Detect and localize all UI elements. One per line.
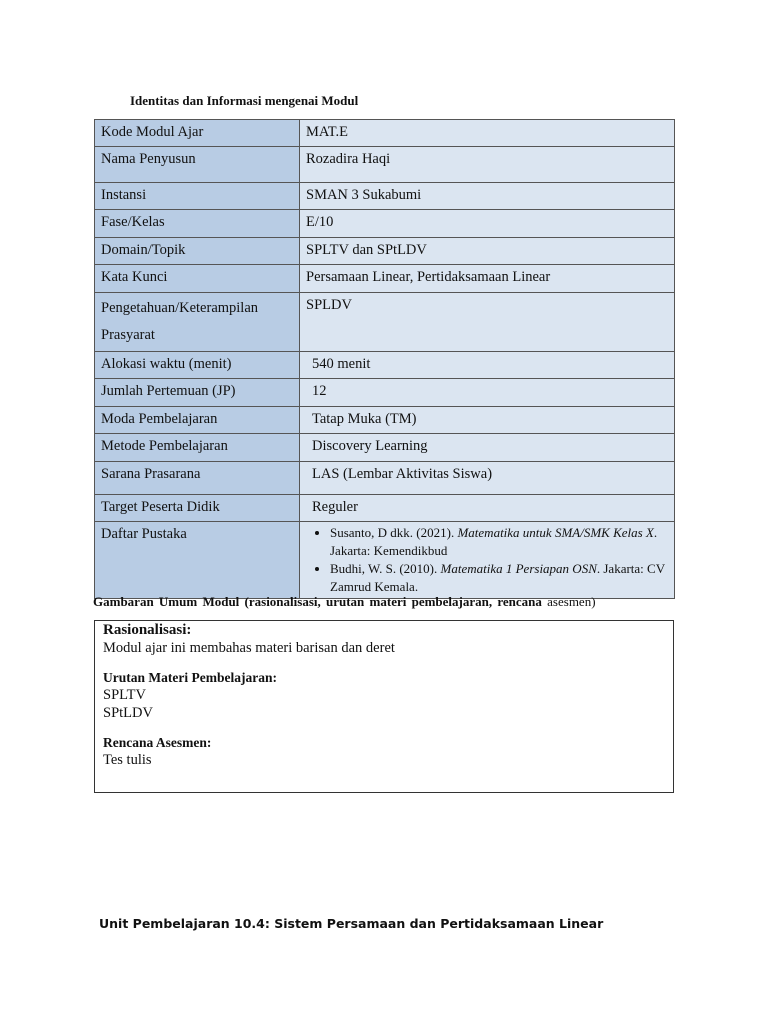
table-row bbox=[95, 352, 675, 379]
order-item: SPLTV bbox=[103, 687, 146, 703]
row-value: SPLTV dan SPtLDV bbox=[300, 238, 675, 265]
row-label: Daftar Pustaka bbox=[95, 522, 300, 599]
row-label: Pengetahuan/Keterampilan Prasyarat bbox=[95, 293, 300, 352]
row-label: Nama Penyusun bbox=[95, 147, 300, 183]
rationale-title: Rasionalisasi: bbox=[103, 622, 192, 638]
row-label: Alokasi waktu (menit) bbox=[95, 352, 300, 379]
table-row bbox=[95, 462, 675, 495]
row-label: Moda Pembelajaran bbox=[95, 407, 300, 434]
table-row bbox=[95, 265, 675, 293]
row-value: 540 menit bbox=[300, 352, 675, 379]
table-row bbox=[95, 210, 675, 238]
order-title: Urutan Materi Pembelajaran: bbox=[103, 670, 277, 685]
row-value: Persamaan Linear, Pertidaksamaan Linear bbox=[300, 265, 675, 293]
module-info-heading: Identitas dan Informasi mengenai Modul bbox=[130, 93, 359, 108]
row-value: SPLDV bbox=[300, 293, 675, 352]
table-row bbox=[95, 238, 675, 265]
table-row bbox=[95, 147, 675, 183]
reference-list bbox=[306, 524, 668, 596]
row-label: Kode Modul Ajar bbox=[95, 120, 300, 147]
row-value: MAT.E bbox=[300, 120, 675, 147]
table-row bbox=[95, 293, 675, 352]
rationale-text: Modul ajar ini membahas materi barisan dan deret bbox=[103, 640, 395, 656]
overview-heading: Gambaran Umum Modul (rasionalisasi, urutan materi pembelajaran, rencana asesmen) bbox=[93, 594, 596, 609]
table-row bbox=[95, 434, 675, 462]
row-value: Discovery Learning bbox=[300, 434, 675, 462]
row-label: Sarana Prasarana bbox=[95, 462, 300, 495]
table-row bbox=[95, 120, 675, 147]
table-row bbox=[95, 495, 675, 522]
row-value: LAS (Lembar Aktivitas Siswa) bbox=[300, 462, 675, 495]
row-value: Rozadira Haqi bbox=[300, 147, 675, 183]
table-row bbox=[95, 407, 675, 434]
unit-title: Unit Pembelajaran 10.4: Sistem Persamaan dan Pertidaksamaan Linear bbox=[99, 916, 604, 931]
table-row bbox=[95, 522, 675, 599]
table-row bbox=[95, 379, 675, 407]
table-row bbox=[95, 183, 675, 210]
references-cell bbox=[300, 522, 675, 599]
reference-item: • Budhi, W. S. (2010). Matematika 1 Persiapan OSN. Jakarta: CV Zamrud Kemala. bbox=[330, 560, 668, 596]
row-value: Reguler bbox=[300, 495, 675, 522]
row-label: Kata Kunci bbox=[95, 265, 300, 293]
reference-item: • Susanto, D dkk. (2021). Matematika untuk SMA/SMK Kelas X. Jakarta: Kemendikbud bbox=[330, 524, 668, 560]
order-item: SPtLDV bbox=[103, 705, 153, 721]
module-info-table bbox=[94, 119, 675, 599]
row-value: E/10 bbox=[300, 210, 675, 238]
row-label: Metode Pembelajaran bbox=[95, 434, 300, 462]
overview-box bbox=[94, 620, 674, 793]
row-value: SMAN 3 Sukabumi bbox=[300, 183, 675, 210]
row-label: Domain/Topik bbox=[95, 238, 300, 265]
assessment-text: Tes tulis bbox=[103, 752, 152, 768]
assessment-title: Rencana Asesmen: bbox=[103, 735, 212, 750]
row-label: Jumlah Pertemuan (JP) bbox=[95, 379, 300, 407]
row-value: 12 bbox=[300, 379, 675, 407]
row-label: Fase/Kelas bbox=[95, 210, 300, 238]
row-label: Instansi bbox=[95, 183, 300, 210]
row-value: Tatap Muka (TM) bbox=[300, 407, 675, 434]
row-label: Target Peserta Didik bbox=[95, 495, 300, 522]
